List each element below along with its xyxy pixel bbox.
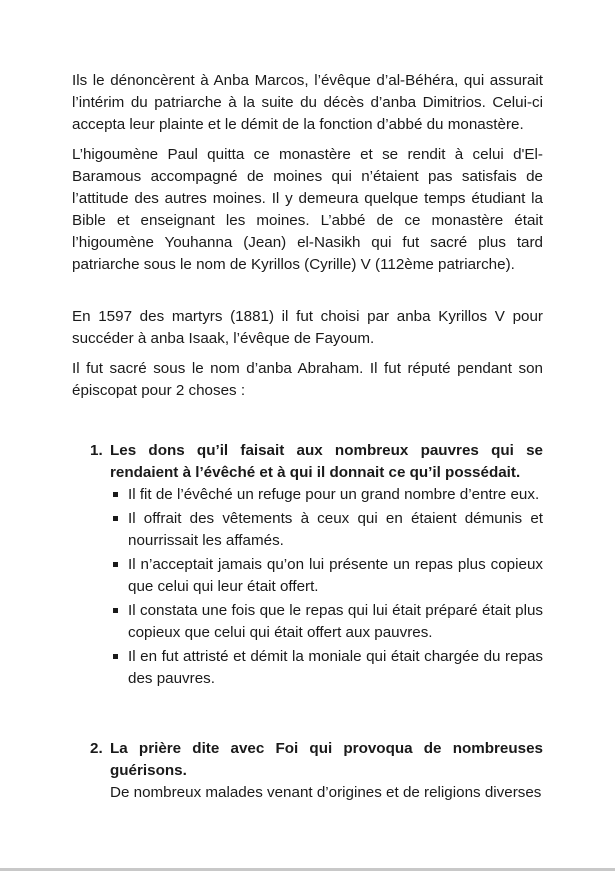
- list-number: 1.: [90, 442, 103, 459]
- square-bullet-icon: [113, 562, 118, 567]
- bullet-list: [110, 484, 543, 690]
- list-item: [72, 440, 543, 690]
- list-number: 2.: [90, 740, 103, 757]
- list-item-title: La prière dite avec Foi qui provoqua de nombreuses guérisons.: [110, 740, 543, 779]
- bullet-item: Il n’acceptait jamais qu’on lui présente un repas plus copieux que celui qui leur était offert.: [110, 554, 543, 598]
- numbered-list: [72, 440, 543, 804]
- bullet-item: Il offrait des vêtements à ceux qui en étaient démunis et nourrissait les affamés.: [110, 508, 543, 552]
- bullet-item: Il en fut attristé et démit la moniale qui était chargée du repas des pauvres.: [110, 646, 543, 690]
- square-bullet-icon: [113, 654, 118, 659]
- bullet-item: Il fit de l’évêché un refuge pour un grand nombre d’entre eux.: [110, 484, 543, 506]
- page-content: [72, 70, 543, 804]
- blank-line: [72, 284, 543, 306]
- list-item-body: De nombreux malades venant d’origines et de religions diverses: [110, 784, 542, 801]
- paragraph: En 1597 des martyrs (1881) il fut choisi par anba Kyrillos V pour succéder à anba Isaak, l’évêque de Fayoum.: [72, 308, 543, 347]
- list-item: [72, 738, 543, 804]
- square-bullet-icon: [113, 492, 118, 497]
- paragraph: L’higoumène Paul quitta ce monastère et se rendit à celui d'El-Baramous accompagné de moines qui n’étaient pas satisfais de l’attitude des autres moines. Il y demeura quelque temps étudiant la Bible et enseignant les moines. L’abbé de ce monastère était l’higoumène Youhanna (Jean) el-Nasikh qui fut sacré plus tard patriarche sous le nom de Kyrillos (Cyrille) V (112ème patriarche).: [72, 146, 543, 273]
- square-bullet-icon: [113, 516, 118, 521]
- blank-line: [72, 410, 543, 440]
- list-item-title: Les dons qu’il faisait aux nombreux pauvres qui se rendaient à l’évêché et à qui il donnait ce qu’il possédait.: [110, 442, 543, 481]
- square-bullet-icon: [113, 608, 118, 613]
- paragraph: Ils le dénoncèrent à Anba Marcos, l’évêque d’al-Béhéra, qui assurait l’intérim du patriarche à la suite du décès d’anba Dimitrios. Celui-ci accepta leur plainte et le démit de la fonction d’abbé du monastère.: [72, 72, 543, 133]
- bullet-item: Il constata une fois que le repas qui lui était préparé était plus copieux que celui qui était offert aux pauvres.: [110, 600, 543, 644]
- paragraph: Il fut sacré sous le nom d’anba Abraham. Il fut réputé pendant son épiscopat pour 2 choses :: [72, 360, 543, 399]
